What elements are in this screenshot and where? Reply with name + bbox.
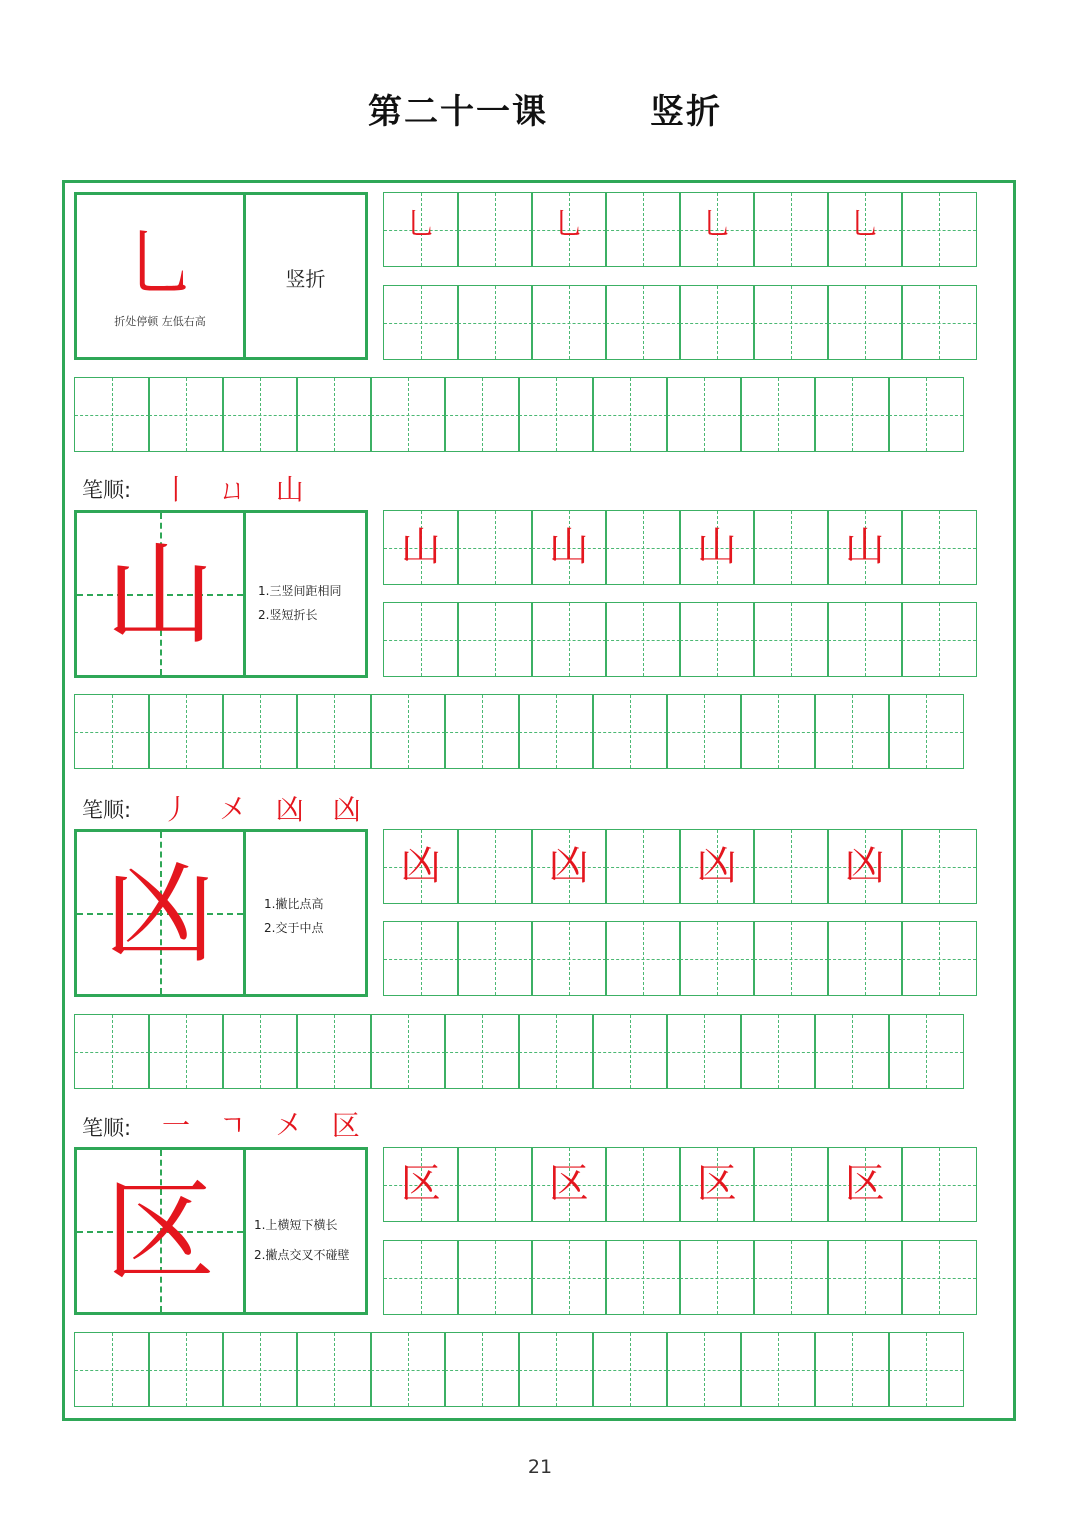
grid-cell[interactable] <box>753 602 829 677</box>
grid-cell[interactable] <box>531 285 607 360</box>
grid-cell[interactable] <box>827 1240 903 1315</box>
grid-cell[interactable] <box>740 694 816 769</box>
trace-character: 山 <box>548 524 589 570</box>
trace-row <box>383 510 977 585</box>
grid-cell[interactable] <box>827 285 903 360</box>
grid-cell[interactable] <box>444 1332 520 1407</box>
grid-cell[interactable] <box>605 829 681 904</box>
grid-cell[interactable] <box>827 510 903 585</box>
grid-cell[interactable] <box>888 377 964 452</box>
stroke-order-label: 笔顺: <box>82 1116 132 1140</box>
grid-cell[interactable] <box>74 1332 150 1407</box>
trace-character: 乚 <box>849 207 880 242</box>
grid-cell[interactable] <box>679 510 755 585</box>
stroke-order-sequence: 丨 ㄩ 山 <box>162 473 314 506</box>
grid-cell[interactable] <box>666 1014 742 1089</box>
grid-cell[interactable] <box>901 602 977 677</box>
grid-cell[interactable] <box>605 921 681 996</box>
grid-cell[interactable] <box>827 602 903 677</box>
grid-cell[interactable] <box>827 192 903 267</box>
trace-row <box>383 192 977 267</box>
grid-cell[interactable] <box>814 1014 890 1089</box>
model-box-stroke <box>74 192 368 360</box>
grid-cell[interactable] <box>444 1014 520 1089</box>
grid-cell[interactable] <box>531 921 607 996</box>
grid-cell[interactable] <box>901 285 977 360</box>
trace-character: 区 <box>844 1161 885 1207</box>
writing-tips <box>258 579 361 627</box>
grid-cell[interactable] <box>827 829 903 904</box>
grid-cell[interactable] <box>753 1147 829 1222</box>
stroke-name: 竖折 <box>285 267 326 291</box>
grid-cell[interactable] <box>592 694 668 769</box>
grid-cell[interactable] <box>296 1014 372 1089</box>
grid-cell[interactable] <box>222 1332 298 1407</box>
grid-cell[interactable] <box>753 921 829 996</box>
practice-row <box>383 285 977 360</box>
trace-character: 区 <box>400 1161 441 1207</box>
grid-cell[interactable] <box>605 1240 681 1315</box>
model-box-qu <box>74 1147 368 1315</box>
grid-cell[interactable] <box>296 377 372 452</box>
tip-2: 2.交于中点 <box>264 921 324 935</box>
grid-cell[interactable] <box>888 1332 964 1407</box>
trace-character: 区 <box>696 1161 737 1207</box>
grid-cell[interactable] <box>531 510 607 585</box>
grid-cell[interactable] <box>605 602 681 677</box>
grid-cell[interactable] <box>148 1332 224 1407</box>
lesson-title: 第二十一课 <box>368 92 548 132</box>
model-character: 区 <box>105 1168 215 1296</box>
grid-cell[interactable] <box>753 192 829 267</box>
model-cell <box>77 832 246 994</box>
grid-cell[interactable] <box>605 285 681 360</box>
grid-cell[interactable] <box>901 510 977 585</box>
grid-cell[interactable] <box>531 1147 607 1222</box>
practice-row <box>383 921 977 996</box>
description-cell <box>246 195 365 357</box>
tip-1: 1.上横短下横长 <box>254 1218 338 1232</box>
grid-cell[interactable] <box>222 1014 298 1089</box>
grid-cell[interactable] <box>383 192 459 267</box>
grid-cell[interactable] <box>827 1147 903 1222</box>
tip-1: 1.撇比点高 <box>264 897 324 911</box>
grid-cell[interactable] <box>370 1332 446 1407</box>
grid-cell[interactable] <box>531 192 607 267</box>
trace-character: 乚 <box>405 207 436 242</box>
grid-cell[interactable] <box>518 1332 594 1407</box>
grid-cell[interactable] <box>383 1240 459 1315</box>
trace-character: 山 <box>400 524 441 570</box>
grid-cell[interactable] <box>740 1014 816 1089</box>
grid-cell[interactable] <box>679 1240 755 1315</box>
tip-2: 2.撇点交叉不碰壁 <box>254 1248 350 1262</box>
grid-cell[interactable] <box>518 1014 594 1089</box>
grid-cell[interactable] <box>679 1147 755 1222</box>
trace-character: 乚 <box>553 207 584 242</box>
grid-cell[interactable] <box>592 1014 668 1089</box>
description-cell <box>246 1150 365 1312</box>
grid-cell[interactable] <box>457 510 533 585</box>
topic-title: 竖折 <box>650 92 722 132</box>
grid-cell[interactable] <box>753 510 829 585</box>
model-box-xiong <box>74 829 368 997</box>
grid-cell[interactable] <box>370 694 446 769</box>
grid-cell[interactable] <box>901 921 977 996</box>
grid-cell[interactable] <box>444 694 520 769</box>
grid-cell[interactable] <box>383 285 459 360</box>
writing-tips <box>264 892 361 940</box>
tip-2: 2.竖短折长 <box>258 608 318 622</box>
writing-tips <box>254 1210 361 1270</box>
grid-cell[interactable] <box>901 192 977 267</box>
grid-cell[interactable] <box>753 1240 829 1315</box>
grid-cell[interactable] <box>666 1332 742 1407</box>
grid-cell[interactable] <box>457 285 533 360</box>
grid-cell[interactable] <box>222 694 298 769</box>
grid-cell[interactable] <box>901 1147 977 1222</box>
description-cell <box>246 832 365 994</box>
grid-cell[interactable] <box>605 1147 681 1222</box>
grid-cell[interactable] <box>383 510 459 585</box>
grid-cell[interactable] <box>814 694 890 769</box>
grid-cell[interactable] <box>888 1014 964 1089</box>
grid-cell[interactable] <box>531 1240 607 1315</box>
trace-character: 凶 <box>696 843 737 889</box>
grid-cell[interactable] <box>901 829 977 904</box>
page-number: 21 <box>527 1456 553 1478</box>
model-cell <box>77 195 246 357</box>
grid-cell[interactable] <box>383 1147 459 1222</box>
model-character: 乚 <box>123 221 196 305</box>
grid-cell[interactable] <box>457 1147 533 1222</box>
model-character: 山 <box>105 531 215 659</box>
description-cell <box>246 513 365 675</box>
practice-row <box>74 377 964 452</box>
grid-cell[interactable] <box>457 602 533 677</box>
grid-cell[interactable] <box>901 1240 977 1315</box>
grid-cell[interactable] <box>370 1014 446 1089</box>
grid-cell[interactable] <box>740 377 816 452</box>
grid-cell[interactable] <box>814 377 890 452</box>
trace-character: 山 <box>696 524 737 570</box>
grid-cell[interactable] <box>605 192 681 267</box>
practice-row <box>74 1332 964 1407</box>
grid-cell[interactable] <box>296 1332 372 1407</box>
grid-cell[interactable] <box>457 921 533 996</box>
trace-character: 区 <box>548 1161 589 1207</box>
grid-cell[interactable] <box>74 694 150 769</box>
grid-cell[interactable] <box>74 377 150 452</box>
model-box-shan <box>74 510 368 678</box>
grid-cell[interactable] <box>753 829 829 904</box>
grid-cell[interactable] <box>679 285 755 360</box>
trace-character: 凶 <box>844 843 885 889</box>
grid-cell[interactable] <box>148 694 224 769</box>
grid-cell[interactable] <box>370 377 446 452</box>
writing-hint: 折处停顿 左低右高 <box>114 315 206 328</box>
stroke-order-sequence: 一 ㄱ 㐅 区 <box>162 1109 370 1142</box>
practice-row <box>74 1014 964 1089</box>
trace-character: 乚 <box>701 207 732 242</box>
trace-row <box>383 1147 977 1222</box>
model-cell <box>77 513 246 675</box>
grid-cell[interactable] <box>888 694 964 769</box>
grid-cell[interactable] <box>148 377 224 452</box>
tip-1: 1.三竖间距相同 <box>258 584 342 598</box>
grid-cell[interactable] <box>222 377 298 452</box>
grid-cell[interactable] <box>679 829 755 904</box>
grid-cell[interactable] <box>148 1014 224 1089</box>
grid-cell[interactable] <box>679 602 755 677</box>
stroke-order-sequence: 丿 㐅 凶 凶 <box>162 793 371 826</box>
grid-cell[interactable] <box>74 1014 150 1089</box>
grid-cell[interactable] <box>666 694 742 769</box>
grid-cell[interactable] <box>592 1332 668 1407</box>
model-cell <box>77 1150 246 1312</box>
grid-cell[interactable] <box>296 694 372 769</box>
grid-cell[interactable] <box>383 602 459 677</box>
grid-cell[interactable] <box>679 192 755 267</box>
trace-character: 凶 <box>548 843 589 889</box>
grid-cell[interactable] <box>753 285 829 360</box>
grid-cell[interactable] <box>457 192 533 267</box>
practice-row <box>383 602 977 677</box>
grid-cell[interactable] <box>531 829 607 904</box>
practice-row <box>74 694 964 769</box>
grid-cell[interactable] <box>679 921 755 996</box>
grid-cell[interactable] <box>383 921 459 996</box>
grid-cell[interactable] <box>605 510 681 585</box>
grid-cell[interactable] <box>444 377 520 452</box>
grid-cell[interactable] <box>666 377 742 452</box>
trace-character: 凶 <box>400 843 441 889</box>
grid-cell[interactable] <box>457 1240 533 1315</box>
grid-cell[interactable] <box>518 694 594 769</box>
grid-cell[interactable] <box>383 829 459 904</box>
grid-cell[interactable] <box>740 1332 816 1407</box>
grid-cell[interactable] <box>592 377 668 452</box>
grid-cell[interactable] <box>457 829 533 904</box>
stroke-order-label: 笔顺: <box>82 478 132 502</box>
grid-cell[interactable] <box>531 602 607 677</box>
grid-cell[interactable] <box>518 377 594 452</box>
practice-row <box>383 1240 977 1315</box>
trace-row <box>383 829 977 904</box>
stroke-order-label: 笔顺: <box>82 798 132 822</box>
trace-character: 山 <box>844 524 885 570</box>
grid-cell[interactable] <box>814 1332 890 1407</box>
model-character: 凶 <box>105 850 215 978</box>
grid-cell[interactable] <box>827 921 903 996</box>
